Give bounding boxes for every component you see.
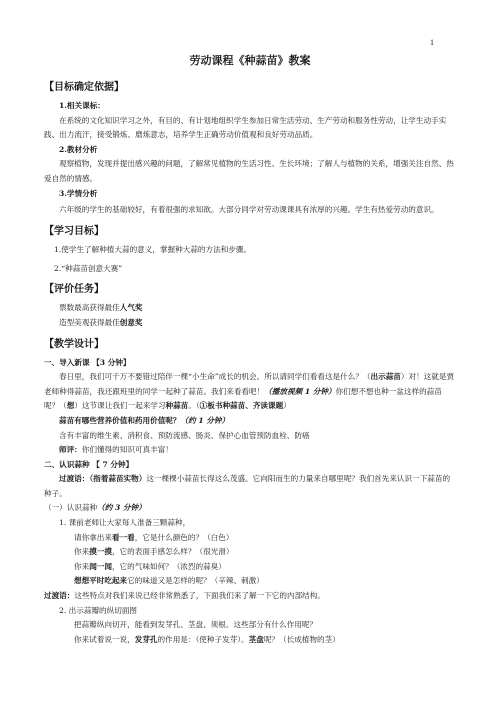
nutrition-question: [44, 414, 456, 429]
part-time: 【 7 分钟】: [92, 459, 134, 469]
part-title: 二、认识蒜种: [44, 459, 90, 469]
text-run-bold: 过渡语：: [44, 591, 75, 601]
text-run-bold: 种蒜苗: [165, 401, 189, 411]
goal-item: 2.“种蒜苗创意大赛”: [54, 263, 123, 273]
text-run: 你们想不想也种一盆这样的蒜苗呢？（: [44, 386, 442, 411]
step-text: 把蒜瓣纵向切开，能看到发芽孔、茎盘、须根。这些部分有什么作用呢？: [74, 620, 317, 630]
section-heading-goals: 【学习目标】: [44, 226, 104, 238]
text-run: 的作用是：（使种子发芽）。: [157, 634, 249, 644]
document-title: 劳动课程《种蒜苗》教案: [189, 54, 311, 67]
step-question: [44, 574, 456, 589]
text-run-bold: 摸一摸: [89, 547, 112, 557]
evaluation-item: [44, 301, 456, 316]
text-run: ，它的气味如何？（浓烈的蒜臭）: [111, 561, 226, 571]
text-run: 它的味道又是怎样的呢？（辛辣、刺激）: [127, 576, 264, 586]
text-run: 你来: [74, 547, 90, 557]
student-analysis-text: 六年级的学生的基础较好，有着很强的求知欲。大部分同学对劳动课课具有浓厚的兴趣。学生有热爱劳动的意识。: [59, 205, 439, 215]
text-run-bold: 想想平时吃起来: [74, 576, 128, 586]
text-run-bold: 发芽孔: [134, 634, 158, 644]
section-heading-evaluation: 【评价任务】: [44, 284, 104, 296]
text-run-bold: 茎盘: [248, 634, 264, 644]
evaluation-item: [44, 316, 456, 331]
text-run: 这一棵棵小蒜苗长得这么茂盛。它向阳而生的力量来自哪里呢？我们首先来认识一下蒜苗的种子。: [44, 474, 451, 498]
student-analysis-label: 3.学情分析: [59, 188, 98, 198]
evaluation-text: 票数最高获得最佳: [59, 303, 120, 313]
evaluation-text: 造型美观获得最佳: [59, 317, 120, 327]
section-heading-design: 【教学设计】: [44, 338, 104, 350]
text-run-bold: 想: [66, 401, 75, 411]
textbook-analysis-label: 2.教材分析: [59, 144, 98, 154]
step-question: [44, 560, 456, 575]
structure-transition: [44, 589, 456, 604]
text-run-bold: ①板书种蒜苗、齐读课题: [199, 401, 284, 411]
evaluation-award: 人气奖: [119, 303, 143, 313]
step-question: [44, 545, 456, 560]
intro-paragraph: [44, 370, 456, 414]
part-heading-intro: [44, 356, 456, 371]
text-run: 你来试着说一说，: [74, 634, 135, 644]
text-run-bold: 看一看: [111, 532, 135, 542]
textbook-analysis-text: 观察植物，发现并提出感兴趣的问题，了解常见植物的生活习性、生长环境；了解人与植物的关系，增强关注自然、热爱自然的情感。: [44, 159, 454, 183]
part-title: 一、导入新课: [44, 357, 90, 367]
page-number: 1: [430, 38, 434, 47]
text-run-bold: 过渡语：（指着蒜苗实物）: [59, 474, 147, 484]
goal-item: 1.使学生了解种植大蒜的意义，掌握种大蒜的方法和步骤。: [54, 245, 252, 255]
section-heading-basis: 【目标确定依据】: [44, 82, 124, 93]
text-run-bold: 闻一闻: [89, 561, 112, 571]
step-item: 2. 出示蒜瓣的纵切面图: [59, 605, 138, 615]
teacher-comment: [44, 443, 456, 458]
nutrition-answer: 含有丰富的维生素、消积食、预防流感、肠炎、保护心血管预防血栓、防癌: [59, 430, 310, 440]
text-run-bold: 师评：: [59, 445, 82, 455]
text-run: ，它的表面手感怎么样？（很光滑）: [111, 547, 234, 557]
text-run: ）这节课让我们一起来学习: [74, 401, 166, 411]
text-run: 呢？（长成植物的茎）: [263, 634, 340, 644]
curriculum-standard-label: 1.相关课标：: [59, 101, 105, 110]
text-run-bold-italic: （约 3 分钟）: [97, 503, 146, 513]
text-run-bold-italic: （约 1 分钟）: [180, 415, 230, 425]
step-item: 1. 课前老师让大家每人准备三颗蒜种，: [59, 518, 191, 528]
text-run-bold-italic: （播放视频 1 分钟）: [264, 386, 336, 396]
text-run: 你来: [74, 561, 90, 571]
evaluation-award: 创意奖: [119, 317, 143, 327]
step-question: [44, 531, 456, 546]
subsection-heading: [44, 501, 456, 516]
text-run: （一）认识蒜种: [44, 503, 98, 513]
seed-transition: [44, 472, 456, 501]
text-run: 。（: [188, 401, 200, 411]
step-text: [44, 633, 456, 648]
text-run: 你们懂得的知识可真丰富！: [81, 445, 173, 455]
part-heading-seed: [44, 458, 456, 473]
part-time: 【3 分钟】: [92, 357, 131, 367]
curriculum-standard-text: 在系统的文化知识学习之外，有目的、有计划地组织学生参加日常生活劳动、生产劳动和服务性劳动，让学生动手实践、出力流汗，接受锻炼、磨炼意志，培养学生正确劳动价值观和良好劳动品质。: [44, 115, 447, 140]
text-run: 这些特点对我们来说已经非常熟悉了，下面我们来了解一下它的内部结构。: [74, 591, 325, 601]
text-run: ）: [283, 401, 291, 411]
text-run: 春日里，我们可千万不要错过陪伴一棵“小生命”成长的机会。所以请同学们看看这是什么？（: [59, 372, 371, 382]
text-run: ，它是什么颜色的？（白色）: [134, 532, 234, 542]
text-run-bold: 蒜苗有哪些营养价值和药用价值呢？: [59, 415, 181, 425]
text-run: 请你拿出来: [74, 532, 112, 542]
text-run: ）对！这就是贾老师种得蒜苗，我还跟班里的同学一起种了蒜苗。我们来看看吧！: [44, 372, 455, 396]
text-run-bold: 出示蒜苗: [370, 372, 401, 382]
document-body: [44, 80, 456, 647]
